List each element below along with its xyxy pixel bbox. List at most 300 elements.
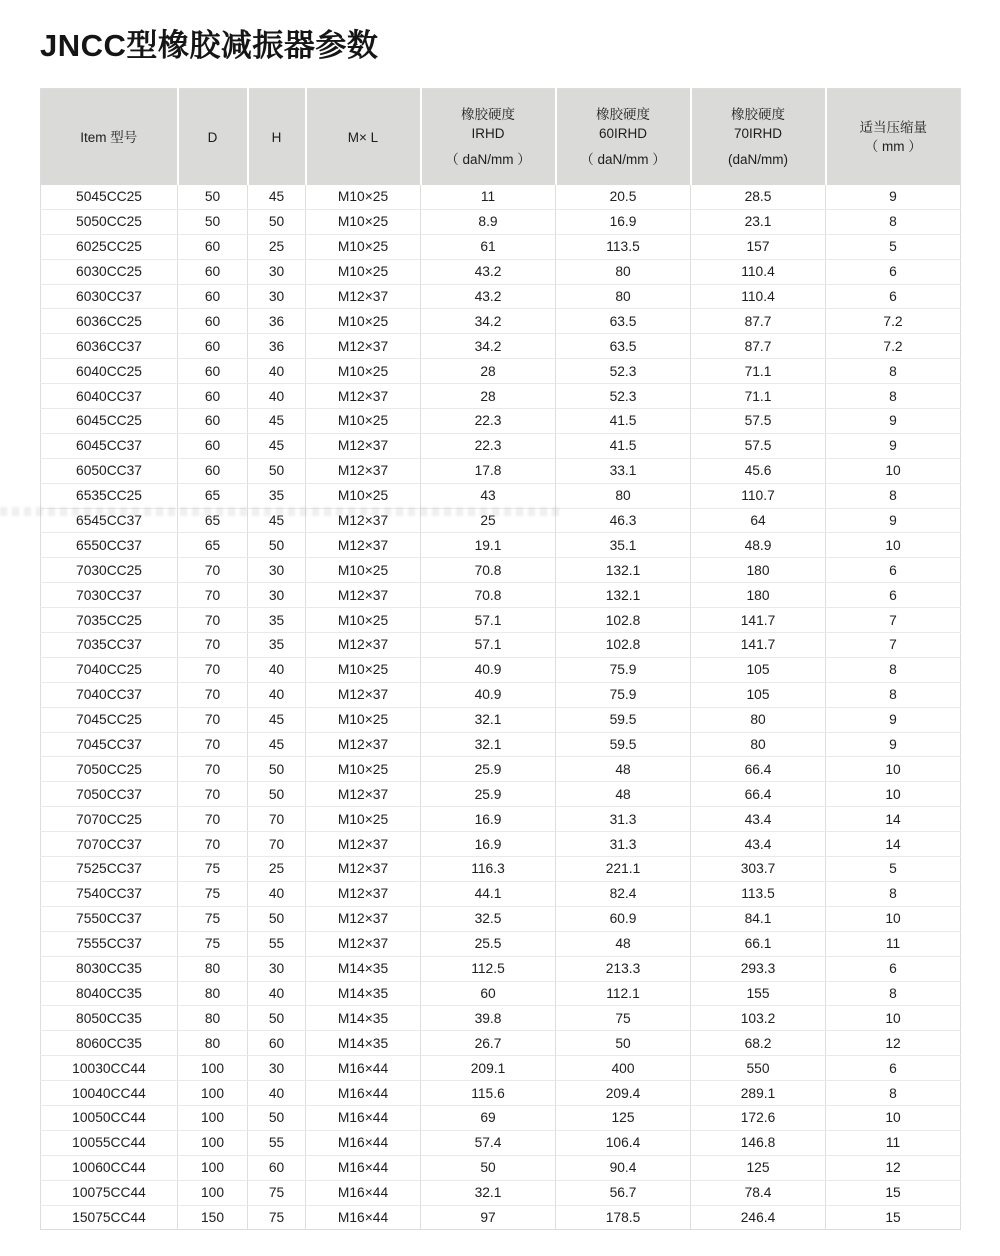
cell-irhd70: 180 — [691, 558, 826, 583]
cell-d: 65 — [178, 483, 248, 508]
cell-h: 40 — [248, 1081, 306, 1106]
column-header-line: M× L — [347, 129, 379, 145]
cell-irhd70: 293.3 — [691, 956, 826, 981]
cell-h: 40 — [248, 881, 306, 906]
cell-irhd70: 64 — [691, 508, 826, 533]
table-row — [41, 558, 961, 583]
cell-compression: 8 — [826, 981, 961, 1006]
cell-compression: 5 — [826, 234, 961, 259]
cell-compression: 11 — [826, 931, 961, 956]
table-row — [41, 1031, 961, 1056]
cell-h: 35 — [248, 608, 306, 633]
cell-irhd60: 90.4 — [556, 1155, 691, 1180]
cell-irhd: 57.4 — [421, 1130, 556, 1155]
cell-irhd: 115.6 — [421, 1081, 556, 1106]
cell-h: 50 — [248, 782, 306, 807]
cell-mxl: M10×25 — [306, 483, 421, 508]
cell-item: 6535CC25 — [41, 483, 178, 508]
cell-d: 60 — [178, 359, 248, 384]
cell-irhd: 17.8 — [421, 458, 556, 483]
cell-irhd60: 82.4 — [556, 881, 691, 906]
cell-irhd70: 157 — [691, 234, 826, 259]
cell-item: 8050CC35 — [41, 1006, 178, 1031]
cell-irhd70: 105 — [691, 682, 826, 707]
cell-irhd70: 71.1 — [691, 359, 826, 384]
cell-d: 70 — [178, 558, 248, 583]
cell-irhd60: 80 — [556, 259, 691, 284]
cell-d: 60 — [178, 234, 248, 259]
cell-irhd: 34.2 — [421, 334, 556, 359]
table-row — [41, 1205, 961, 1230]
cell-mxl: M14×35 — [306, 1031, 421, 1056]
cell-h: 40 — [248, 981, 306, 1006]
cell-compression: 7.2 — [826, 309, 961, 334]
cell-compression: 8 — [826, 384, 961, 409]
column-header-line: H — [271, 129, 282, 145]
cell-h: 60 — [248, 1031, 306, 1056]
cell-irhd70: 110.4 — [691, 259, 826, 284]
cell-irhd60: 178.5 — [556, 1205, 691, 1230]
table-row — [41, 757, 961, 782]
cell-d: 60 — [178, 259, 248, 284]
cell-irhd60: 63.5 — [556, 334, 691, 359]
column-header-line: 橡胶硬度 — [461, 107, 515, 122]
cell-irhd60: 48 — [556, 782, 691, 807]
cell-compression: 9 — [826, 732, 961, 757]
cell-irhd60: 16.9 — [556, 209, 691, 234]
cell-irhd60: 48 — [556, 757, 691, 782]
cell-mxl: M16×44 — [306, 1205, 421, 1230]
table-row — [41, 284, 961, 309]
table-row — [41, 359, 961, 384]
table-row — [41, 1180, 961, 1205]
table-row — [41, 409, 961, 434]
column-header-line: D — [207, 129, 218, 145]
cell-compression: 8 — [826, 359, 961, 384]
cell-d: 70 — [178, 657, 248, 682]
cell-mxl: M10×25 — [306, 209, 421, 234]
cell-irhd: 28 — [421, 359, 556, 384]
cell-irhd: 16.9 — [421, 832, 556, 857]
cell-item: 6036CC25 — [41, 309, 178, 334]
cell-mxl: M14×35 — [306, 981, 421, 1006]
cell-mxl: M10×25 — [306, 757, 421, 782]
spec-table — [40, 88, 960, 1230]
cell-d: 70 — [178, 608, 248, 633]
cell-irhd: 22.3 — [421, 409, 556, 434]
cell-irhd60: 80 — [556, 284, 691, 309]
cell-item: 7525CC37 — [41, 857, 178, 882]
cell-item: 5045CC25 — [41, 185, 178, 209]
cell-item: 6045CC37 — [41, 433, 178, 458]
cell-d: 80 — [178, 981, 248, 1006]
cell-d: 80 — [178, 1031, 248, 1056]
table-row — [41, 583, 961, 608]
cell-irhd70: 80 — [691, 732, 826, 757]
cell-d: 70 — [178, 583, 248, 608]
table-row — [41, 185, 961, 209]
table-row — [41, 608, 961, 633]
cell-irhd: 57.1 — [421, 633, 556, 658]
cell-irhd60: 41.5 — [556, 433, 691, 458]
cell-irhd: 60 — [421, 981, 556, 1006]
cell-item: 10075CC44 — [41, 1180, 178, 1205]
table-row — [41, 657, 961, 682]
cell-mxl: M14×35 — [306, 1006, 421, 1031]
cell-irhd70: 84.1 — [691, 906, 826, 931]
cell-item: 7045CC25 — [41, 707, 178, 732]
table-row — [41, 1081, 961, 1106]
column-header-line: Item 型号 — [80, 129, 138, 145]
table-row — [41, 782, 961, 807]
table-row — [41, 259, 961, 284]
cell-compression: 10 — [826, 458, 961, 483]
cell-irhd60: 52.3 — [556, 359, 691, 384]
cell-compression: 6 — [826, 1056, 961, 1081]
cell-irhd70: 110.7 — [691, 483, 826, 508]
cell-compression: 9 — [826, 185, 961, 209]
cell-d: 70 — [178, 732, 248, 757]
cell-irhd70: 113.5 — [691, 881, 826, 906]
cell-compression: 6 — [826, 583, 961, 608]
cell-d: 80 — [178, 1006, 248, 1031]
cell-irhd60: 102.8 — [556, 608, 691, 633]
cell-compression: 10 — [826, 906, 961, 931]
column-header-line: 橡胶硬度 — [731, 107, 785, 122]
cell-irhd60: 46.3 — [556, 508, 691, 533]
cell-h: 30 — [248, 259, 306, 284]
cell-d: 60 — [178, 334, 248, 359]
cell-irhd70: 103.2 — [691, 1006, 826, 1031]
cell-irhd70: 289.1 — [691, 1081, 826, 1106]
cell-h: 75 — [248, 1180, 306, 1205]
cell-irhd: 32.1 — [421, 1180, 556, 1205]
column-header-line: 70IRHD — [733, 126, 782, 141]
table-row — [41, 682, 961, 707]
cell-item: 10050CC44 — [41, 1105, 178, 1130]
column-header-line: (daN/mm) — [728, 152, 788, 167]
table-row — [41, 1155, 961, 1180]
cell-mxl: M16×44 — [306, 1056, 421, 1081]
column-header-line: 60IRHD — [598, 126, 647, 141]
cell-mxl: M12×37 — [306, 682, 421, 707]
cell-irhd: 8.9 — [421, 209, 556, 234]
cell-d: 60 — [178, 409, 248, 434]
cell-compression: 9 — [826, 508, 961, 533]
cell-mxl: M12×37 — [306, 832, 421, 857]
cell-irhd70: 87.7 — [691, 309, 826, 334]
cell-h: 30 — [248, 1056, 306, 1081]
cell-mxl: M12×37 — [306, 782, 421, 807]
cell-mxl: M12×37 — [306, 508, 421, 533]
cell-compression: 8 — [826, 483, 961, 508]
cell-irhd70: 180 — [691, 583, 826, 608]
cell-mxl: M16×44 — [306, 1130, 421, 1155]
cell-h: 60 — [248, 1155, 306, 1180]
cell-mxl: M10×25 — [306, 259, 421, 284]
cell-d: 75 — [178, 881, 248, 906]
cell-h: 50 — [248, 757, 306, 782]
cell-d: 100 — [178, 1081, 248, 1106]
cell-h: 55 — [248, 931, 306, 956]
cell-irhd: 57.1 — [421, 608, 556, 633]
cell-irhd60: 59.5 — [556, 707, 691, 732]
cell-irhd60: 125 — [556, 1105, 691, 1130]
cell-mxl: M10×25 — [306, 409, 421, 434]
cell-mxl: M10×25 — [306, 807, 421, 832]
table-row — [41, 931, 961, 956]
cell-compression: 8 — [826, 682, 961, 707]
cell-irhd: 61 — [421, 234, 556, 259]
cell-mxl: M12×37 — [306, 533, 421, 558]
table-row — [41, 981, 961, 1006]
cell-irhd70: 23.1 — [691, 209, 826, 234]
cell-irhd: 32.1 — [421, 707, 556, 732]
table-row — [41, 458, 961, 483]
cell-item: 6040CC37 — [41, 384, 178, 409]
column-header-line: （ mm ） — [864, 139, 922, 154]
cell-compression: 9 — [826, 409, 961, 434]
cell-d: 70 — [178, 807, 248, 832]
table-row — [41, 209, 961, 234]
cell-item: 7050CC37 — [41, 782, 178, 807]
cell-irhd70: 125 — [691, 1155, 826, 1180]
cell-compression: 7.2 — [826, 334, 961, 359]
table-row — [41, 483, 961, 508]
cell-irhd: 43.2 — [421, 259, 556, 284]
table-row — [41, 732, 961, 757]
cell-compression: 12 — [826, 1155, 961, 1180]
cell-d: 100 — [178, 1130, 248, 1155]
cell-d: 100 — [178, 1105, 248, 1130]
cell-irhd: 16.9 — [421, 807, 556, 832]
column-header-d — [178, 89, 248, 186]
cell-irhd60: 48 — [556, 931, 691, 956]
cell-item: 7030CC25 — [41, 558, 178, 583]
cell-d: 60 — [178, 433, 248, 458]
cell-irhd: 26.7 — [421, 1031, 556, 1056]
column-header-line: （ daN/mm ） — [580, 152, 666, 167]
cell-item: 6550CC37 — [41, 533, 178, 558]
cell-compression: 8 — [826, 657, 961, 682]
cell-mxl: M12×37 — [306, 458, 421, 483]
cell-h: 50 — [248, 533, 306, 558]
cell-item: 7050CC25 — [41, 757, 178, 782]
cell-h: 35 — [248, 633, 306, 658]
column-header-line: 橡胶硬度 — [596, 107, 650, 122]
table-row — [41, 1056, 961, 1081]
table-row — [41, 533, 961, 558]
cell-mxl: M16×44 — [306, 1081, 421, 1106]
cell-irhd60: 20.5 — [556, 185, 691, 209]
column-header-item — [41, 89, 178, 186]
cell-item: 7550CC37 — [41, 906, 178, 931]
cell-mxl: M12×37 — [306, 633, 421, 658]
cell-irhd: 34.2 — [421, 309, 556, 334]
cell-item: 7070CC37 — [41, 832, 178, 857]
cell-d: 50 — [178, 185, 248, 209]
cell-compression: 7 — [826, 608, 961, 633]
cell-irhd60: 213.3 — [556, 956, 691, 981]
cell-compression: 10 — [826, 1006, 961, 1031]
cell-irhd70: 43.4 — [691, 832, 826, 857]
cell-compression: 10 — [826, 757, 961, 782]
cell-h: 50 — [248, 906, 306, 931]
table-row — [41, 707, 961, 732]
cell-irhd70: 68.2 — [691, 1031, 826, 1056]
cell-compression: 10 — [826, 782, 961, 807]
cell-h: 30 — [248, 956, 306, 981]
cell-h: 45 — [248, 508, 306, 533]
cell-irhd70: 66.4 — [691, 757, 826, 782]
cell-d: 75 — [178, 931, 248, 956]
cell-compression: 8 — [826, 1081, 961, 1106]
cell-irhd60: 132.1 — [556, 558, 691, 583]
cell-irhd60: 60.9 — [556, 906, 691, 931]
cell-h: 70 — [248, 832, 306, 857]
cell-h: 36 — [248, 334, 306, 359]
cell-h: 75 — [248, 1205, 306, 1230]
cell-irhd: 25.9 — [421, 757, 556, 782]
cell-irhd60: 31.3 — [556, 807, 691, 832]
table-row — [41, 1130, 961, 1155]
table-header-row — [41, 89, 961, 186]
cell-mxl: M12×37 — [306, 931, 421, 956]
cell-irhd: 70.8 — [421, 583, 556, 608]
table-row — [41, 906, 961, 931]
table-row — [41, 807, 961, 832]
cell-irhd: 39.8 — [421, 1006, 556, 1031]
cell-irhd: 11 — [421, 185, 556, 209]
cell-irhd: 116.3 — [421, 857, 556, 882]
table-row — [41, 334, 961, 359]
table-row — [41, 832, 961, 857]
cell-irhd70: 71.1 — [691, 384, 826, 409]
table-row — [41, 433, 961, 458]
cell-irhd60: 63.5 — [556, 309, 691, 334]
cell-h: 40 — [248, 384, 306, 409]
cell-irhd60: 80 — [556, 483, 691, 508]
cell-compression: 8 — [826, 881, 961, 906]
column-header-irhd70 — [691, 89, 826, 186]
cell-irhd: 32.1 — [421, 732, 556, 757]
cell-mxl: M12×37 — [306, 284, 421, 309]
cell-h: 40 — [248, 657, 306, 682]
cell-mxl: M12×37 — [306, 906, 421, 931]
column-header-mxl — [306, 89, 421, 186]
cell-mxl: M12×37 — [306, 334, 421, 359]
cell-h: 40 — [248, 359, 306, 384]
table-row — [41, 1105, 961, 1130]
column-header-h — [248, 89, 306, 186]
cell-item: 7030CC37 — [41, 583, 178, 608]
column-header-line: IRHD — [471, 126, 505, 141]
cell-irhd70: 43.4 — [691, 807, 826, 832]
parameters-table — [40, 88, 961, 1230]
cell-compression: 6 — [826, 259, 961, 284]
cell-item: 6030CC25 — [41, 259, 178, 284]
cell-mxl: M12×37 — [306, 857, 421, 882]
cell-mxl: M16×44 — [306, 1180, 421, 1205]
column-header-irhd — [421, 89, 556, 186]
cell-irhd60: 106.4 — [556, 1130, 691, 1155]
cell-item: 10040CC44 — [41, 1081, 178, 1106]
cell-d: 100 — [178, 1056, 248, 1081]
cell-irhd60: 59.5 — [556, 732, 691, 757]
cell-irhd70: 303.7 — [691, 857, 826, 882]
cell-irhd60: 75.9 — [556, 657, 691, 682]
cell-h: 50 — [248, 458, 306, 483]
cell-d: 70 — [178, 832, 248, 857]
cell-mxl: M14×35 — [306, 956, 421, 981]
table-row — [41, 857, 961, 882]
cell-h: 35 — [248, 483, 306, 508]
cell-d: 60 — [178, 458, 248, 483]
cell-item: 6030CC37 — [41, 284, 178, 309]
cell-irhd70: 141.7 — [691, 608, 826, 633]
cell-item: 6040CC25 — [41, 359, 178, 384]
cell-mxl: M16×44 — [306, 1105, 421, 1130]
cell-irhd70: 80 — [691, 707, 826, 732]
cell-h: 25 — [248, 857, 306, 882]
cell-mxl: M12×37 — [306, 732, 421, 757]
cell-irhd70: 141.7 — [691, 633, 826, 658]
cell-compression: 12 — [826, 1031, 961, 1056]
cell-mxl: M10×25 — [306, 707, 421, 732]
cell-d: 80 — [178, 956, 248, 981]
cell-h: 25 — [248, 234, 306, 259]
cell-item: 7540CC37 — [41, 881, 178, 906]
cell-mxl: M10×25 — [306, 359, 421, 384]
cell-compression: 7 — [826, 633, 961, 658]
cell-irhd70: 78.4 — [691, 1180, 826, 1205]
cell-mxl: M12×37 — [306, 881, 421, 906]
table-row — [41, 881, 961, 906]
table-row — [41, 633, 961, 658]
cell-irhd60: 221.1 — [556, 857, 691, 882]
cell-item: 7555CC37 — [41, 931, 178, 956]
cell-h: 40 — [248, 682, 306, 707]
cell-compression: 6 — [826, 956, 961, 981]
cell-compression: 14 — [826, 832, 961, 857]
cell-irhd: 50 — [421, 1155, 556, 1180]
cell-d: 60 — [178, 309, 248, 334]
cell-d: 65 — [178, 508, 248, 533]
cell-item: 5050CC25 — [41, 209, 178, 234]
cell-irhd70: 87.7 — [691, 334, 826, 359]
cell-irhd60: 35.1 — [556, 533, 691, 558]
cell-d: 150 — [178, 1205, 248, 1230]
column-header-line: 适当压缩量 — [859, 120, 927, 135]
cell-compression: 10 — [826, 1105, 961, 1130]
cell-d: 70 — [178, 782, 248, 807]
cell-irhd: 40.9 — [421, 682, 556, 707]
cell-item: 7040CC37 — [41, 682, 178, 707]
cell-d: 50 — [178, 209, 248, 234]
cell-irhd: 209.1 — [421, 1056, 556, 1081]
cell-mxl: M12×37 — [306, 433, 421, 458]
cell-compression: 9 — [826, 707, 961, 732]
page-title: JNCC型橡胶减振器参数 — [40, 28, 379, 63]
cell-irhd60: 41.5 — [556, 409, 691, 434]
cell-irhd60: 33.1 — [556, 458, 691, 483]
cell-h: 45 — [248, 433, 306, 458]
cell-mxl: M10×25 — [306, 608, 421, 633]
cell-irhd: 97 — [421, 1205, 556, 1230]
cell-item: 10030CC44 — [41, 1056, 178, 1081]
cell-irhd60: 113.5 — [556, 234, 691, 259]
cell-d: 70 — [178, 633, 248, 658]
